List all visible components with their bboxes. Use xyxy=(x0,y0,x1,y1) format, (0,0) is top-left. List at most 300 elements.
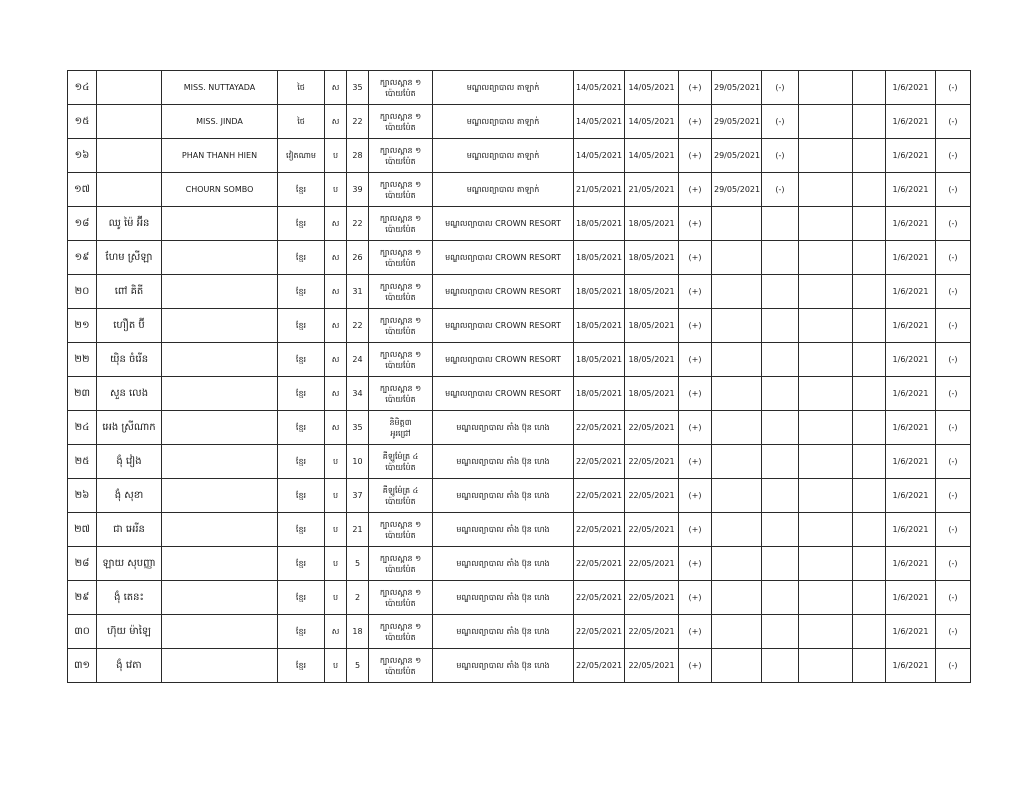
age-cell: 39 xyxy=(347,173,369,207)
first-result-cell: (+) xyxy=(679,445,712,479)
age-cell: 28 xyxy=(347,139,369,173)
result-date-cell: 22/05/2021 xyxy=(625,649,679,683)
final-result-cell: (-) xyxy=(936,615,971,649)
empty-result-cell xyxy=(853,309,886,343)
khmer-name-cell: ងុំ វេតា xyxy=(97,649,162,683)
location-cell xyxy=(369,275,433,309)
result-date-cell: 18/05/2021 xyxy=(625,241,679,275)
location-line: គីឡូម៉ែត្រ ៤ xyxy=(382,485,419,495)
sex-cell: ស xyxy=(325,411,347,445)
nationality-cell: ខ្មែរ xyxy=(278,479,325,513)
table-row xyxy=(68,105,971,139)
sample-date-cell: 18/05/2021 xyxy=(574,343,625,377)
empty-date-cell xyxy=(799,275,853,309)
table-row xyxy=(68,241,971,275)
retest-result-cell xyxy=(762,343,799,377)
result-date-cell: 18/05/2021 xyxy=(625,309,679,343)
result-date-cell: 14/05/2021 xyxy=(625,139,679,173)
location-cell xyxy=(369,649,433,683)
final-result-cell: (-) xyxy=(936,411,971,445)
final-result-cell: (-) xyxy=(936,479,971,513)
retest-date-cell: 29/05/2021 xyxy=(712,105,762,139)
nationality-cell: ខ្មែរ xyxy=(278,309,325,343)
location-line: ក្បាលស្ពាន ១ xyxy=(379,111,422,121)
treatment-center-cell: មណ្ឌលព្យាបាល តាំង ប៊ុន ហេង xyxy=(433,411,574,445)
table-row xyxy=(68,445,971,479)
empty-date-cell xyxy=(799,241,853,275)
sex-cell: ស xyxy=(325,105,347,139)
nationality-cell: ខ្មែរ xyxy=(278,581,325,615)
latin-name-cell xyxy=(162,581,278,615)
latin-name-cell: CHOURN SOMBO xyxy=(162,173,278,207)
table-row xyxy=(68,649,971,683)
location-line: គីឡូម៉ែត្រ ៤ xyxy=(382,451,419,461)
location-line: ប៉ោយប៉ែត xyxy=(385,564,416,574)
location-cell xyxy=(369,411,433,445)
final-date-cell: 1/6/2021 xyxy=(886,649,936,683)
retest-date-cell xyxy=(712,649,762,683)
retest-date-cell: 29/05/2021 xyxy=(712,173,762,207)
sample-date-cell: 18/05/2021 xyxy=(574,309,625,343)
sex-cell: ប xyxy=(325,547,347,581)
final-date-cell: 1/6/2021 xyxy=(886,71,936,105)
first-result-cell: (+) xyxy=(679,615,712,649)
empty-result-cell xyxy=(853,71,886,105)
final-result-cell: (-) xyxy=(936,377,971,411)
retest-date-cell xyxy=(712,479,762,513)
row-number: ១៩ xyxy=(68,241,97,275)
table-row xyxy=(68,479,971,513)
final-date-cell: 1/6/2021 xyxy=(886,547,936,581)
sample-date-cell: 18/05/2021 xyxy=(574,207,625,241)
location-line: ប៉ោយប៉ែត xyxy=(385,632,416,642)
result-date-cell: 22/05/2021 xyxy=(625,445,679,479)
final-result-cell: (-) xyxy=(936,241,971,275)
location-line: ប៉ោយប៉ែត xyxy=(385,462,416,472)
sample-date-cell: 18/05/2021 xyxy=(574,275,625,309)
table-row xyxy=(68,207,971,241)
treatment-center-cell: មណ្ឌលព្យាបាល CROWN RESORT xyxy=(433,343,574,377)
row-number: ២៥ xyxy=(68,445,97,479)
retest-date-cell xyxy=(712,343,762,377)
location-line: ក្បាលស្ពាន ១ xyxy=(379,213,422,223)
location-line: ក្បាលស្ពាន ១ xyxy=(379,179,422,189)
location-line: ប៉ោយប៉ែត xyxy=(385,258,416,268)
first-result-cell: (+) xyxy=(679,309,712,343)
sex-cell: ស xyxy=(325,275,347,309)
final-result-cell: (-) xyxy=(936,173,971,207)
empty-date-cell xyxy=(799,547,853,581)
khmer-name-cell xyxy=(97,139,162,173)
row-number: ២៤ xyxy=(68,411,97,445)
khmer-name-cell: ងុំ វៀង xyxy=(97,445,162,479)
empty-date-cell xyxy=(799,479,853,513)
khmer-name-cell xyxy=(97,173,162,207)
table-row xyxy=(68,173,971,207)
latin-name-cell xyxy=(162,445,278,479)
treatment-center-cell: មណ្ឌលព្យាបាល តាឡាក់ xyxy=(433,105,574,139)
nationality-cell: ខ្មែរ xyxy=(278,547,325,581)
location-line: ប៉ោយប៉ែត xyxy=(385,666,416,676)
final-date-cell: 1/6/2021 xyxy=(886,105,936,139)
latin-name-cell xyxy=(162,547,278,581)
first-result-cell: (+) xyxy=(679,343,712,377)
location-line: ប៉ោយប៉ែត xyxy=(385,88,416,98)
table-row xyxy=(68,581,971,615)
sex-cell: ប xyxy=(325,479,347,513)
nationality-cell: ថៃ xyxy=(278,71,325,105)
result-date-cell: 21/05/2021 xyxy=(625,173,679,207)
sex-cell: ស xyxy=(325,377,347,411)
first-result-cell: (+) xyxy=(679,377,712,411)
sex-cell: ប xyxy=(325,513,347,547)
treatment-center-cell: មណ្ឌលព្យាបាល CROWN RESORT xyxy=(433,207,574,241)
table-row xyxy=(68,615,971,649)
empty-result-cell xyxy=(853,173,886,207)
retest-result-cell xyxy=(762,513,799,547)
table-row xyxy=(68,513,971,547)
table-row xyxy=(68,377,971,411)
final-date-cell: 1/6/2021 xyxy=(886,275,936,309)
latin-name-cell xyxy=(162,513,278,547)
age-cell: 34 xyxy=(347,377,369,411)
treatment-center-cell: មណ្ឌលព្យាបាល តាំង ប៊ុន ហេង xyxy=(433,615,574,649)
final-result-cell: (-) xyxy=(936,513,971,547)
age-cell: 2 xyxy=(347,581,369,615)
nationality-cell: ខ្មែរ xyxy=(278,411,325,445)
location-cell xyxy=(369,615,433,649)
first-result-cell: (+) xyxy=(679,139,712,173)
khmer-name-cell: ហ៊ុយ ម៉ាឡៃ xyxy=(97,615,162,649)
empty-date-cell xyxy=(799,649,853,683)
empty-result-cell xyxy=(853,241,886,275)
retest-date-cell: 29/05/2021 xyxy=(712,71,762,105)
age-cell: 24 xyxy=(347,343,369,377)
location-line: ក្បាលស្ពាន ១ xyxy=(379,587,422,597)
location-line: ប៉ោយប៉ែត xyxy=(385,530,416,540)
location-cell xyxy=(369,105,433,139)
retest-result-cell xyxy=(762,479,799,513)
latin-name-cell xyxy=(162,615,278,649)
result-date-cell: 22/05/2021 xyxy=(625,581,679,615)
empty-date-cell xyxy=(799,71,853,105)
empty-date-cell xyxy=(799,513,853,547)
first-result-cell: (+) xyxy=(679,173,712,207)
first-result-cell: (+) xyxy=(679,241,712,275)
nationality-cell: ខ្មែរ xyxy=(278,377,325,411)
location-line: ក្បាលស្ពាន ១ xyxy=(379,77,422,87)
treatment-center-cell: មណ្ឌលព្យាបាល តាំង ប៊ុន ហេង xyxy=(433,513,574,547)
retest-result-cell xyxy=(762,649,799,683)
location-line: ក្បាលស្ពាន ១ xyxy=(379,281,422,291)
row-number: ២១ xyxy=(68,309,97,343)
row-number: ៣០ xyxy=(68,615,97,649)
location-line: ប៉ោយប៉ែត xyxy=(385,190,416,200)
result-date-cell: 22/05/2021 xyxy=(625,411,679,445)
khmer-name-cell: ឡាយ សុបញ្ញា xyxy=(97,547,162,581)
result-date-cell: 22/05/2021 xyxy=(625,615,679,649)
final-date-cell: 1/6/2021 xyxy=(886,479,936,513)
latin-name-cell xyxy=(162,241,278,275)
empty-result-cell xyxy=(853,343,886,377)
sample-date-cell: 14/05/2021 xyxy=(574,139,625,173)
retest-date-cell xyxy=(712,581,762,615)
final-result-cell: (-) xyxy=(936,71,971,105)
retest-result-cell xyxy=(762,547,799,581)
latin-name-cell xyxy=(162,275,278,309)
sample-date-cell: 22/05/2021 xyxy=(574,547,625,581)
final-date-cell: 1/6/2021 xyxy=(886,139,936,173)
result-date-cell: 22/05/2021 xyxy=(625,479,679,513)
age-cell: 22 xyxy=(347,309,369,343)
nationality-cell: ខ្មែរ xyxy=(278,513,325,547)
latin-name-cell xyxy=(162,479,278,513)
sample-date-cell: 22/05/2021 xyxy=(574,445,625,479)
retest-result-cell xyxy=(762,581,799,615)
location-line: ក្បាលស្ពាន ១ xyxy=(379,621,422,631)
table-row xyxy=(68,71,971,105)
retest-result-cell xyxy=(762,377,799,411)
latin-name-cell xyxy=(162,377,278,411)
khmer-name-cell xyxy=(97,105,162,139)
nationality-cell: ខ្មែរ xyxy=(278,207,325,241)
location-line: ប៉ោយប៉ែត xyxy=(385,360,416,370)
treatment-center-cell: មណ្ឌលព្យាបាល តាឡាក់ xyxy=(433,173,574,207)
row-number: ២៣ xyxy=(68,377,97,411)
first-result-cell: (+) xyxy=(679,411,712,445)
result-date-cell: 18/05/2021 xyxy=(625,275,679,309)
age-cell: 5 xyxy=(347,547,369,581)
empty-result-cell xyxy=(853,105,886,139)
khmer-name-cell: អេង ស្រីណាក xyxy=(97,411,162,445)
table-row xyxy=(68,411,971,445)
location-line: ប៉ោយប៉ែត xyxy=(385,122,416,132)
treatment-center-cell: មណ្ឌលព្យាបាល តាំង ប៊ុន ហេង xyxy=(433,547,574,581)
location-line: ក្បាលស្ពាន ១ xyxy=(379,519,422,529)
location-line: ក្បាលស្ពាន ១ xyxy=(379,553,422,563)
final-date-cell: 1/6/2021 xyxy=(886,445,936,479)
age-cell: 5 xyxy=(347,649,369,683)
sex-cell: ស xyxy=(325,71,347,105)
row-number: ២០ xyxy=(68,275,97,309)
final-result-cell: (-) xyxy=(936,275,971,309)
treatment-center-cell: មណ្ឌលព្យាបាល CROWN RESORT xyxy=(433,241,574,275)
retest-result-cell xyxy=(762,309,799,343)
nationality-cell: ខ្មែរ xyxy=(278,649,325,683)
row-number: ២៩ xyxy=(68,581,97,615)
sample-date-cell: 22/05/2021 xyxy=(574,581,625,615)
empty-date-cell xyxy=(799,411,853,445)
retest-date-cell xyxy=(712,513,762,547)
empty-result-cell xyxy=(853,411,886,445)
final-date-cell: 1/6/2021 xyxy=(886,343,936,377)
latin-name-cell: MISS. JINDA xyxy=(162,105,278,139)
age-cell: 35 xyxy=(347,71,369,105)
khmer-name-cell: ហឿត ប៊ី xyxy=(97,309,162,343)
first-result-cell: (+) xyxy=(679,649,712,683)
retest-date-cell xyxy=(712,377,762,411)
final-date-cell: 1/6/2021 xyxy=(886,241,936,275)
retest-date-cell xyxy=(712,309,762,343)
sample-date-cell: 22/05/2021 xyxy=(574,411,625,445)
empty-date-cell xyxy=(799,445,853,479)
patient-records-table xyxy=(67,70,971,683)
empty-result-cell xyxy=(853,547,886,581)
sample-date-cell: 21/05/2021 xyxy=(574,173,625,207)
age-cell: 22 xyxy=(347,207,369,241)
empty-date-cell xyxy=(799,377,853,411)
row-number: ៣១ xyxy=(68,649,97,683)
location-cell xyxy=(369,343,433,377)
location-line: ប៉ោយប៉ែត xyxy=(385,326,416,336)
location-cell xyxy=(369,581,433,615)
retest-result-cell xyxy=(762,411,799,445)
row-number: ២៧ xyxy=(68,513,97,547)
age-cell: 22 xyxy=(347,105,369,139)
location-line: និមិត្ត៣ xyxy=(389,417,412,427)
row-number: ២៨ xyxy=(68,547,97,581)
row-number: ២២ xyxy=(68,343,97,377)
empty-date-cell xyxy=(799,105,853,139)
result-date-cell: 18/05/2021 xyxy=(625,343,679,377)
nationality-cell: ខ្មែរ xyxy=(278,275,325,309)
empty-result-cell xyxy=(853,581,886,615)
location-cell xyxy=(369,479,433,513)
treatment-center-cell: មណ្ឌលព្យាបាល តាំង ប៊ុន ហេង xyxy=(433,445,574,479)
location-line: ប៉ោយប៉ែត xyxy=(385,224,416,234)
result-date-cell: 22/05/2021 xyxy=(625,513,679,547)
first-result-cell: (+) xyxy=(679,275,712,309)
empty-date-cell xyxy=(799,581,853,615)
sex-cell: ប xyxy=(325,649,347,683)
final-result-cell: (-) xyxy=(936,547,971,581)
location-line: ក្បាលស្ពាន ១ xyxy=(379,383,422,393)
location-cell xyxy=(369,173,433,207)
location-line: ប៉ោយប៉ែត xyxy=(385,156,416,166)
empty-date-cell xyxy=(799,309,853,343)
sample-date-cell: 22/05/2021 xyxy=(574,649,625,683)
empty-result-cell xyxy=(853,139,886,173)
final-result-cell: (-) xyxy=(936,649,971,683)
age-cell: 31 xyxy=(347,275,369,309)
final-result-cell: (-) xyxy=(936,309,971,343)
treatment-center-cell: មណ្ឌលព្យាបាល CROWN RESORT xyxy=(433,309,574,343)
final-result-cell: (-) xyxy=(936,139,971,173)
first-result-cell: (+) xyxy=(679,207,712,241)
sex-cell: ប xyxy=(325,173,347,207)
final-date-cell: 1/6/2021 xyxy=(886,173,936,207)
retest-result-cell: (-) xyxy=(762,71,799,105)
first-result-cell: (+) xyxy=(679,479,712,513)
result-date-cell: 18/05/2021 xyxy=(625,207,679,241)
final-result-cell: (-) xyxy=(936,105,971,139)
first-result-cell: (+) xyxy=(679,71,712,105)
retest-date-cell xyxy=(712,207,762,241)
row-number: ១៨ xyxy=(68,207,97,241)
age-cell: 35 xyxy=(347,411,369,445)
first-result-cell: (+) xyxy=(679,581,712,615)
final-result-cell: (-) xyxy=(936,343,971,377)
sex-cell: ស xyxy=(325,207,347,241)
table-row xyxy=(68,275,971,309)
final-date-cell: 1/6/2021 xyxy=(886,411,936,445)
khmer-name-cell: សួន លេង xyxy=(97,377,162,411)
latin-name-cell xyxy=(162,309,278,343)
result-date-cell: 14/05/2021 xyxy=(625,105,679,139)
latin-name-cell: MISS. NUTTAYADA xyxy=(162,71,278,105)
location-line: ក្បាលស្ពាន ១ xyxy=(379,315,422,325)
table-row xyxy=(68,309,971,343)
retest-date-cell xyxy=(712,241,762,275)
location-cell xyxy=(369,139,433,173)
treatment-center-cell: មណ្ឌលព្យាបាល តាំង ប៊ុន ហេង xyxy=(433,649,574,683)
retest-result-cell: (-) xyxy=(762,173,799,207)
location-cell xyxy=(369,71,433,105)
khmer-name-cell: ជា អេរីន xyxy=(97,513,162,547)
location-cell xyxy=(369,513,433,547)
age-cell: 37 xyxy=(347,479,369,513)
sample-date-cell: 18/05/2021 xyxy=(574,241,625,275)
retest-date-cell xyxy=(712,411,762,445)
sample-date-cell: 14/05/2021 xyxy=(574,71,625,105)
retest-date-cell xyxy=(712,547,762,581)
final-date-cell: 1/6/2021 xyxy=(886,513,936,547)
first-result-cell: (+) xyxy=(679,547,712,581)
latin-name-cell xyxy=(162,649,278,683)
sex-cell: ស xyxy=(325,241,347,275)
location-line: ប៉ោយប៉ែត xyxy=(385,598,416,608)
nationality-cell: ថៃ xyxy=(278,105,325,139)
final-date-cell: 1/6/2021 xyxy=(886,309,936,343)
sample-date-cell: 14/05/2021 xyxy=(574,105,625,139)
location-cell xyxy=(369,547,433,581)
final-date-cell: 1/6/2021 xyxy=(886,615,936,649)
table-row xyxy=(68,343,971,377)
khmer-name-cell: យ៉ិន ចំរើន xyxy=(97,343,162,377)
table-body xyxy=(68,71,971,683)
empty-date-cell xyxy=(799,207,853,241)
sex-cell: ស xyxy=(325,309,347,343)
sex-cell: ស xyxy=(325,343,347,377)
age-cell: 18 xyxy=(347,615,369,649)
nationality-cell: ខ្មែរ xyxy=(278,241,325,275)
empty-result-cell xyxy=(853,615,886,649)
location-cell xyxy=(369,445,433,479)
age-cell: 26 xyxy=(347,241,369,275)
result-date-cell: 22/05/2021 xyxy=(625,547,679,581)
location-line: ក្បាលស្ពាន ១ xyxy=(379,247,422,257)
retest-result-cell xyxy=(762,241,799,275)
retest-result-cell xyxy=(762,445,799,479)
empty-result-cell xyxy=(853,649,886,683)
nationality-cell: ខ្មែរ xyxy=(278,173,325,207)
retest-date-cell xyxy=(712,275,762,309)
empty-result-cell xyxy=(853,513,886,547)
latin-name-cell: PHAN THANH HIEN xyxy=(162,139,278,173)
final-result-cell: (-) xyxy=(936,207,971,241)
first-result-cell: (+) xyxy=(679,105,712,139)
empty-result-cell xyxy=(853,377,886,411)
final-result-cell: (-) xyxy=(936,581,971,615)
latin-name-cell xyxy=(162,411,278,445)
sample-date-cell: 22/05/2021 xyxy=(574,479,625,513)
location-cell xyxy=(369,207,433,241)
treatment-center-cell: មណ្ឌលព្យាបាល តាំង ប៊ុន ហេង xyxy=(433,581,574,615)
latin-name-cell xyxy=(162,207,278,241)
location-line: ប៉ោយប៉ែត xyxy=(385,394,416,404)
age-cell: 21 xyxy=(347,513,369,547)
location-line: ក្បាលស្ពាន ១ xyxy=(379,349,422,359)
